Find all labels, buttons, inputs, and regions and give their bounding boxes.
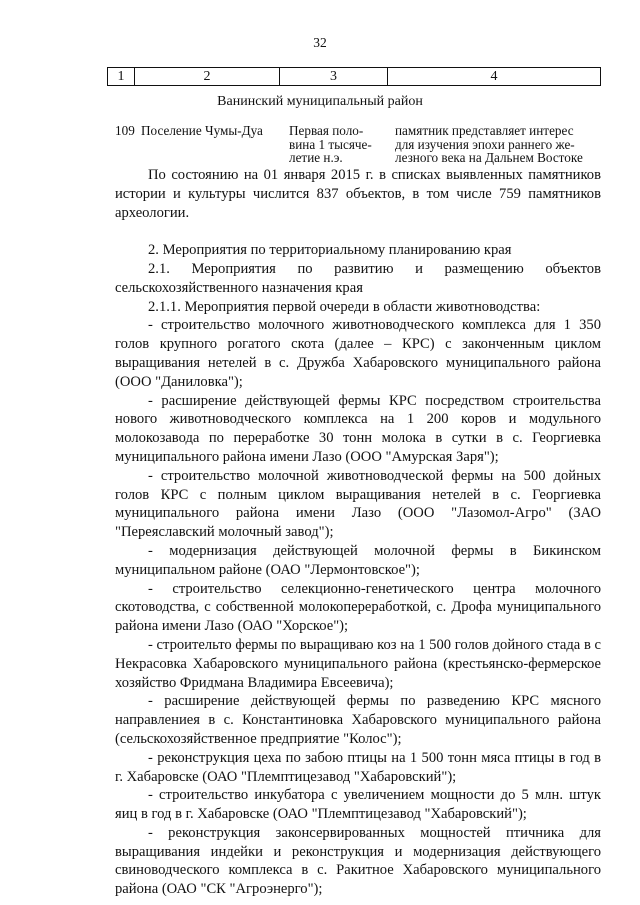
list-item: - строительство селекционно-генетического центра молочного скотоводства, с собственной молокопереработкой, с. Дрофа муниципального района имени Лазо (ОАО "Хорское"); — [115, 580, 601, 635]
subsection-heading: 2.1.1. Мероприятия первой очереди в области животноводства: — [148, 298, 541, 315]
district-title: Ванинский муниципальный район — [217, 94, 423, 109]
paragraph-summary: По состоянию на 01 января 2015 г. в списках выявленных памятников истории и культуры числится 837 объектов, в том числе 759 памятников археологии. — [115, 167, 601, 221]
monument-name: Поселение Чумы-Дуа — [141, 123, 263, 138]
subsection-heading: 2.1. Мероприятия по развитию и размещению объектов сельскохозяйственного назначения края — [115, 260, 601, 296]
monument-description-line: для изучения эпохи раннего же- — [395, 136, 575, 152]
list-item: - реконструкция законсервированных мощностей птичника для выращивания индейки и реконструкция и модернизация действующего свиноводческого комплекса в с. Ракитное Хабаровского муниципального района (ОАО "СК "Агроэнерго"); — [115, 824, 601, 898]
monument-description-line: лезного века на Дальнем Востоке — [395, 150, 583, 165]
monument-date-line: вина 1 тысяче- — [289, 136, 372, 152]
page-number: 32 — [313, 35, 327, 50]
list-item: - расширение действующей фермы КРС посредством строительства нового животноводческого комплекса на 1 200 коров и модульного молокозавода по переработке 30 тонн молока в сутки в с. Георгиевка муниципального района имени Лазо (ООО "Амурская Заря"); — [115, 392, 601, 465]
column-header-cell: 1 — [108, 68, 135, 86]
section-heading: 2. Мероприятия по территориальному планированию края — [148, 242, 512, 259]
column-header-cell: 2 — [135, 68, 280, 86]
monument-date-line: летие н.э. — [289, 150, 343, 165]
list-item: - строительство молочной животноводческой фермы на 500 дойных голов КРС с полным циклом выращивания нетелей в с. Георгиевка муниципального района имени Лазо (ООО "Лазомол-Агро" (ЗАО "Переяславский молочный завод"); — [115, 467, 601, 541]
monument-date-line: Первая поло- — [289, 123, 364, 138]
monument-description-line: памятник представляет интерес — [395, 123, 574, 138]
column-header-cell: 3 — [280, 68, 388, 86]
list-item: - строительство молочного животноводческого комплекса для 1 350 голов крупного рогатого скота (далее – КРС) с законченным циклом выращивания нетелей в с. Дружба Хабаровского муниципального района (ООО "Даниловка"); — [115, 317, 601, 390]
monument-date — [289, 124, 389, 165]
column-header-table — [107, 67, 601, 86]
list-item: - расширение действующей фермы по разведению КРС мясного направлениея в с. Константиновка Хабаровского муниципального района (сельскохозяйственное предприятие "Колос"); — [115, 693, 601, 747]
list-item: - модернизация действующей молочной фермы в Бикинском муниципальном районе (ОАО "Лермонтовское"); — [115, 542, 601, 578]
column-header-row — [108, 68, 601, 86]
monument-number: 109 — [115, 123, 135, 138]
list-item: - строительство инкубатора с увеличением мощности до 5 млн. штук яиц в год в г. Хабаровске (ОАО "Племптицезавод "Хабаровский"); — [115, 787, 601, 823]
document-body — [115, 166, 601, 899]
list-item: - реконструкция цеха по забою птицы на 1 500 тонн мяса птицы в год в г. Хабаровске (ОАО "Племптицезавод "Хабаровский"); — [115, 749, 601, 785]
monument-description — [395, 124, 615, 165]
list-item: - строительто фермы по выращиваю коз на 1 500 голов дойного стада в с Некрасовка Хабаровского муниципального района (крестьянско-фермерское хозяйство Фридмана Владимира Евсеевича); — [115, 636, 601, 691]
column-header-cell: 4 — [388, 68, 601, 86]
